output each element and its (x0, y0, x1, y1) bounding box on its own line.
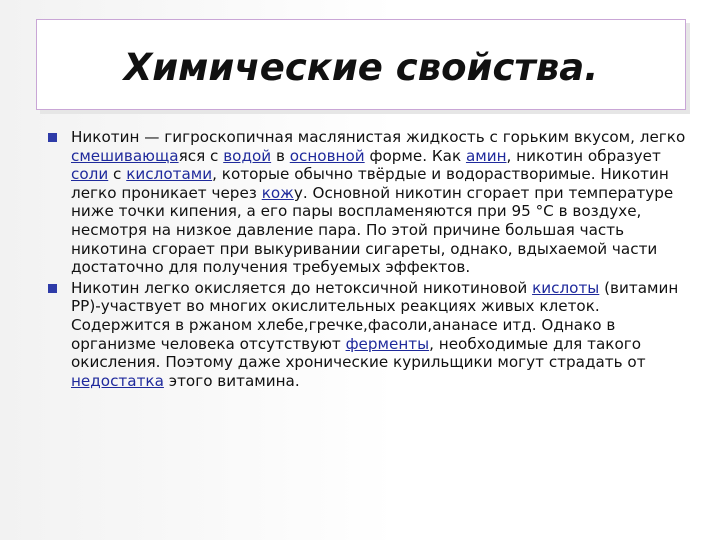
text-run: с (108, 165, 127, 184)
slide-title: Химические свойства. (123, 46, 599, 89)
text-run: , необходимые для такого окисления. Поэтому даже хронические курильщики могут страдать от (71, 334, 646, 372)
text-run: (витамин PP)-участвует во многих окислительных реакциях живых клеток. Содержится в ржаном хлебе,гречке,фасоли,ананасе итд. Однако в организме человека отсутствуют (71, 278, 679, 353)
hyperlink[interactable]: соли (71, 165, 109, 184)
text-run: Никотин легко окисляется до нетоксичной никотиновой (71, 278, 533, 297)
text-run: Никотин — гигроскопичная маслянистая жидкость с горьким вкусом, легко (71, 128, 686, 146)
text-run: , никотин образует (506, 146, 661, 165)
hyperlink[interactable]: основной (289, 146, 365, 165)
hyperlink[interactable]: смешивающа (71, 146, 179, 165)
paragraph-text (71, 279, 678, 390)
title-frame (36, 19, 686, 110)
text-run: этого витамина. (163, 371, 300, 390)
square-bullet-icon (48, 284, 57, 293)
slide-content (48, 128, 688, 392)
hyperlink[interactable]: кож (261, 183, 294, 202)
hyperlink[interactable]: амин (465, 146, 507, 165)
text-run: яся с (178, 146, 224, 165)
hyperlink[interactable]: ферменты (345, 334, 430, 353)
paragraph-text (71, 128, 685, 276)
hyperlink[interactable]: водой (223, 146, 272, 165)
hyperlink[interactable]: кислотами (126, 165, 213, 184)
text-run: у. Основной никотин сгорает при температуре ниже точки кипения, а его пары воспламеняются при 95 °C в воздухе, несмотря на низкое давление пара. По этой причине большая часть никотина сгорает при выкуривании сигареты, однако, вдыхаемой части достаточно для получения требуемых эффектов. (71, 183, 674, 277)
hyperlink[interactable]: кислоты (532, 278, 600, 297)
square-bullet-icon (48, 133, 57, 142)
bullet-paragraph-2 (48, 279, 688, 391)
bullet-paragraph-1 (48, 128, 688, 277)
text-run: в (271, 146, 290, 165)
text-run: , которые обычно твёрдые и водорастворимые. Никотин легко проникает через (71, 165, 669, 202)
text-run: форме. Как (364, 146, 466, 165)
hyperlink[interactable]: недостатка (71, 371, 164, 390)
